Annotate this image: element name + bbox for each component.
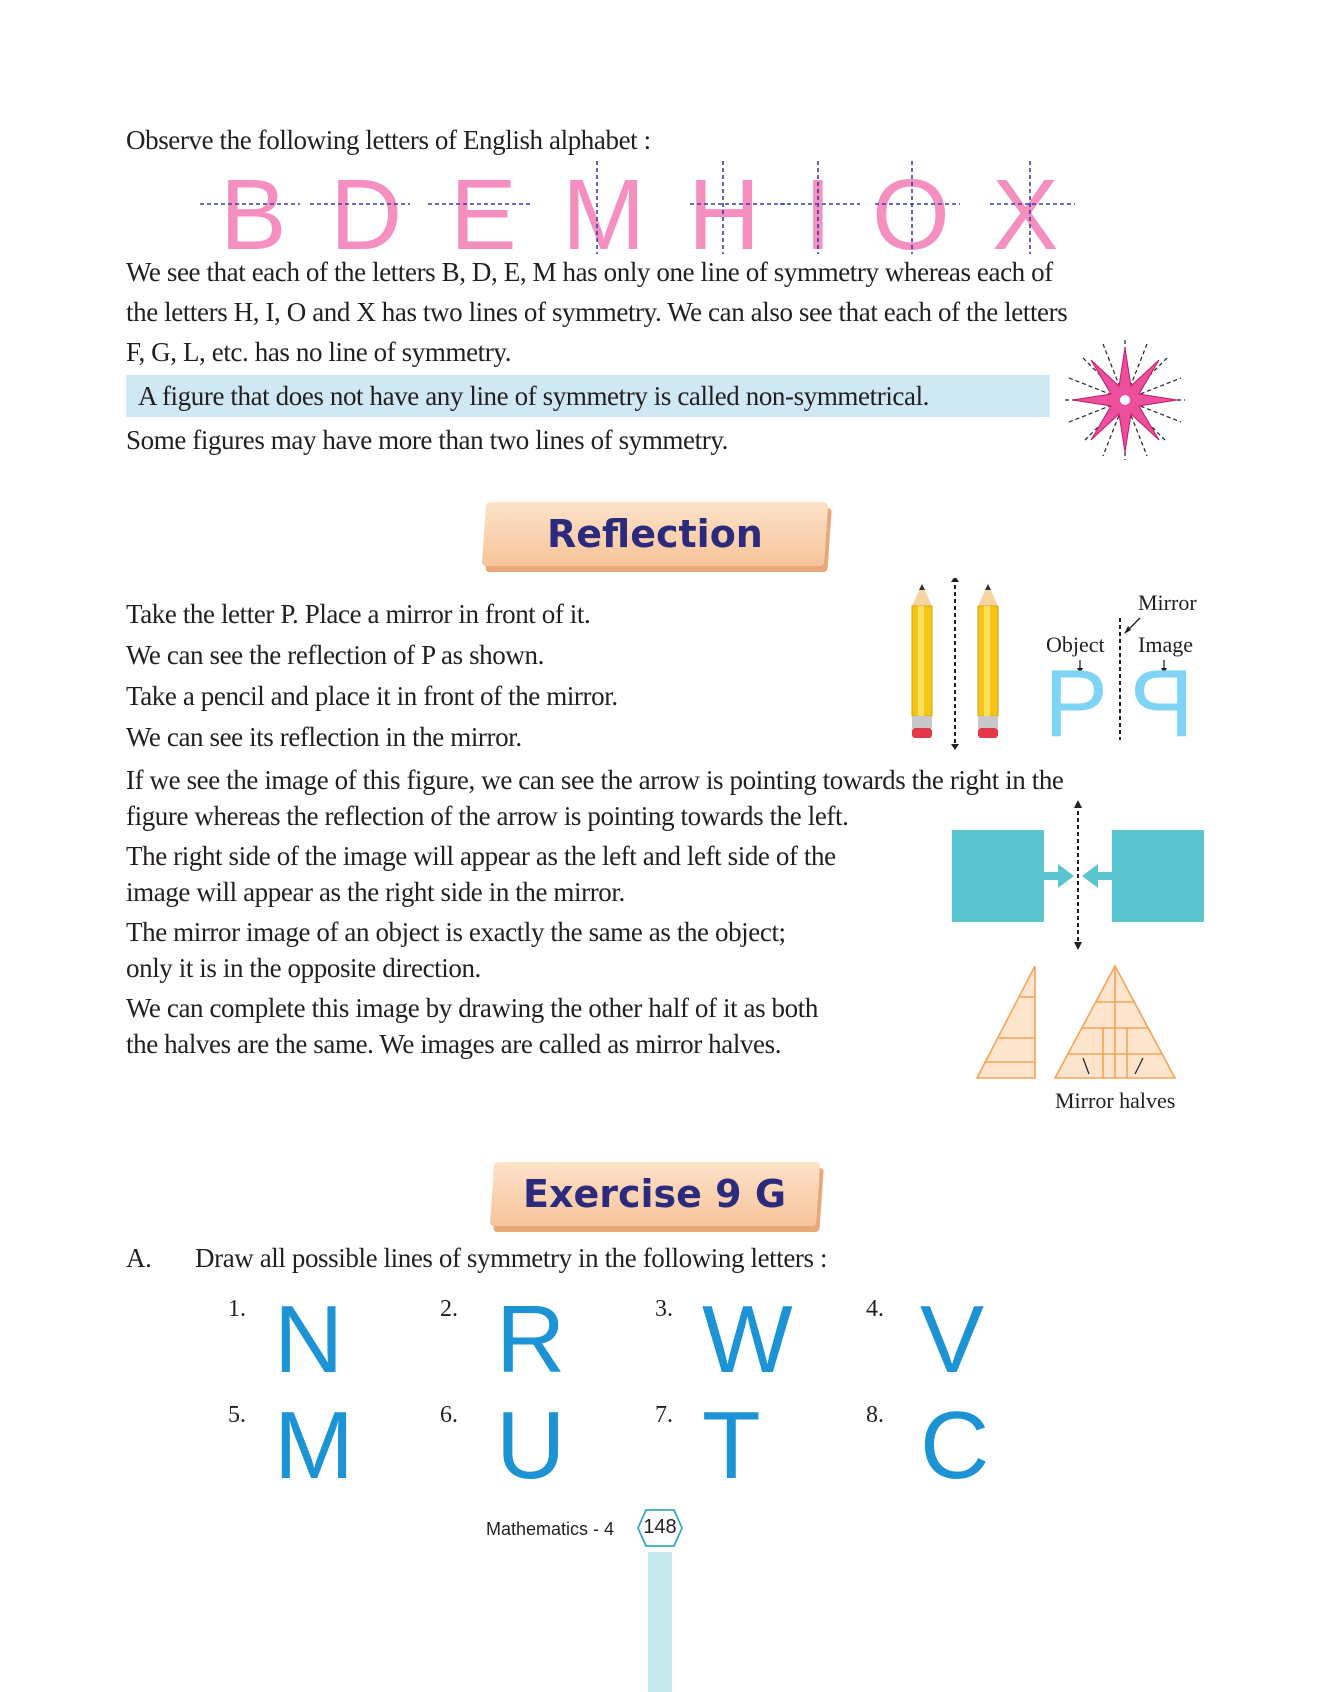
item-letter-7: T bbox=[702, 1392, 761, 1499]
intro-text: Observe the following letters of English alphabet : bbox=[126, 125, 651, 155]
object-label: Object bbox=[1046, 632, 1105, 657]
letter-e: E bbox=[450, 159, 517, 271]
letter-h: H bbox=[688, 159, 761, 271]
item-letter-6: U bbox=[496, 1392, 566, 1499]
item-letter-1: N bbox=[274, 1286, 344, 1393]
mirror-label: Mirror bbox=[1138, 590, 1197, 615]
para-c-line2: only it is in the opposite direction. bbox=[126, 953, 481, 983]
reflection-line1: Take the letter P. Place a mirror in front of it. bbox=[126, 599, 591, 629]
exercise-title-tab bbox=[490, 1162, 820, 1226]
page-tab-strip bbox=[648, 1552, 672, 1692]
letter-m: M bbox=[562, 159, 646, 271]
exercise-title: Exercise 9 G bbox=[523, 1172, 787, 1216]
item-letter-8: C bbox=[920, 1392, 990, 1499]
para-a-line1: If we see the image of this figure, we can see the arrow is pointing towards the right in the bbox=[126, 765, 1064, 795]
reflection-line2: We can see the reflection of P as shown. bbox=[126, 640, 544, 670]
footer-subject: Mathematics - 4 bbox=[486, 1519, 615, 1539]
definition-text: A figure that does not have any line of symmetry is called non-symmetrical. bbox=[138, 381, 930, 411]
item-letter-4: V bbox=[920, 1286, 985, 1393]
paragraph2: Some figures may have more than two lines of symmetry. bbox=[126, 425, 729, 455]
item-number-7: 7. bbox=[655, 1402, 673, 1428]
letter-d: D bbox=[330, 159, 403, 271]
paragraph1-line2: the letters H, I, O and X has two lines of symmetry. We can also see that each of the letters bbox=[126, 297, 1068, 327]
paragraph1-line1: We see that each of the letters B, D, E, M has only one line of symmetry whereas each of bbox=[126, 257, 1053, 287]
pencil-reflection-figure bbox=[890, 578, 1020, 758]
letter-x: X bbox=[992, 159, 1059, 271]
item-number-2: 2. bbox=[440, 1296, 458, 1322]
image-label: Image bbox=[1138, 632, 1193, 657]
letter-b: B bbox=[220, 159, 287, 271]
item-letter-5: M bbox=[274, 1392, 354, 1499]
item-number-3: 3. bbox=[655, 1296, 673, 1322]
reflection-title-tab bbox=[482, 502, 828, 566]
exercise-label: A. bbox=[126, 1243, 152, 1273]
paragraph1-line3: F, G, L, etc. has no line of symmetry. bbox=[126, 337, 512, 367]
star-figure bbox=[1065, 340, 1185, 460]
para-a-line2: figure whereas the reflection of the arrow is pointing towards the left. bbox=[126, 801, 849, 831]
mirror-halves-figure bbox=[975, 962, 1185, 1082]
mirror-halves-label: Mirror halves bbox=[1055, 1088, 1176, 1113]
page-number: 148 bbox=[643, 1516, 677, 1538]
reflection-line3: Take a pencil and place it in front of the mirror. bbox=[126, 681, 618, 711]
item-number-5: 5. bbox=[228, 1402, 246, 1428]
para-b-line2: image will appear as the right side in the mirror. bbox=[126, 877, 625, 907]
reflection-title: Reflection bbox=[547, 512, 763, 556]
para-d-line2: the halves are the same. We images are called as mirror halves. bbox=[126, 1029, 782, 1059]
item-number-8: 8. bbox=[866, 1402, 884, 1428]
exercise-instruction: Draw all possible lines of symmetry in the following letters : bbox=[195, 1243, 828, 1273]
reflection-line4: We can see its reflection in the mirror. bbox=[126, 722, 522, 752]
item-number-6: 6. bbox=[440, 1402, 458, 1428]
item-letter-2: R bbox=[496, 1286, 566, 1393]
letter-i: I bbox=[804, 159, 832, 271]
item-letter-3: W bbox=[702, 1286, 793, 1393]
p-image: P bbox=[1130, 650, 1195, 757]
para-c-line1: The mirror image of an object is exactly the same as the object; bbox=[126, 917, 786, 947]
para-d-line1: We can complete this image by drawing the other half of it as both bbox=[126, 993, 818, 1023]
letter-o: O bbox=[872, 159, 950, 271]
arrow-reflection-figure bbox=[950, 800, 1210, 950]
item-number-4: 4. bbox=[866, 1296, 884, 1322]
p-object: P bbox=[1044, 650, 1109, 757]
item-number-1: 1. bbox=[228, 1296, 246, 1322]
para-b-line1: The right side of the image will appear as the left and left side of the bbox=[126, 841, 836, 871]
